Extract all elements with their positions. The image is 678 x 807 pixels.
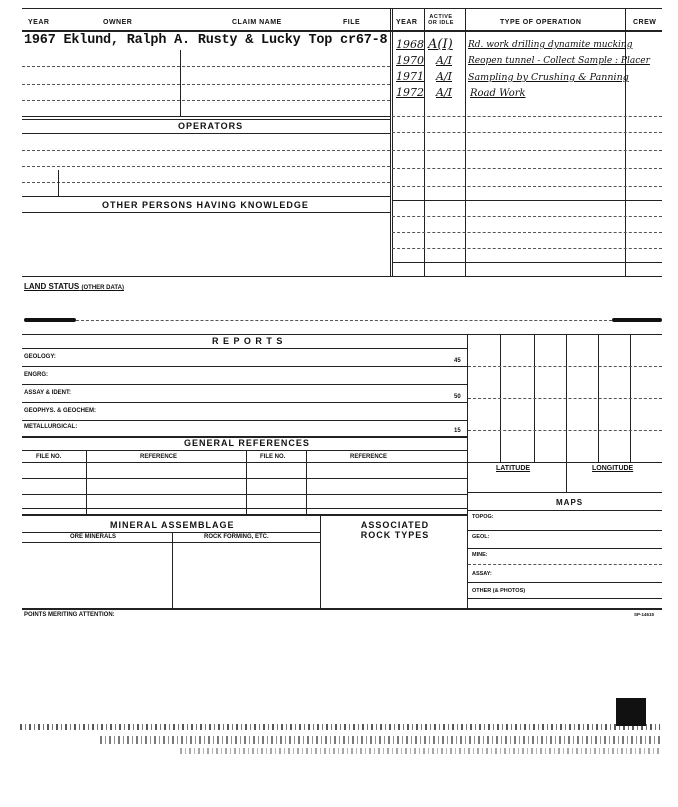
col-header-type-of-operation: TYPE OF OPERATION <box>500 19 582 26</box>
points-meriting-attention: POINTS MERITING ATTENTION: <box>24 612 115 618</box>
scan-artifact <box>100 736 660 744</box>
map-other-photos: OTHER (& PHOTOS) <box>472 588 526 594</box>
longitude-label: LONGITUDE <box>592 465 634 472</box>
operation-year: 1971 <box>396 70 424 83</box>
col-header-year: YEAR <box>28 19 50 26</box>
operation-type: Sampling by Crushing & Panning <box>468 72 629 83</box>
map-topog: TOPOG: <box>472 514 494 520</box>
col-header-crew: CREW <box>633 19 657 26</box>
col-header-claim-name: CLAIM NAME <box>232 19 282 26</box>
maps-heading: MAPS <box>556 498 584 507</box>
operation-year: 1970 <box>396 54 424 67</box>
land-status-label: LAND STATUS <box>24 282 80 291</box>
col-header-file: FILE <box>343 19 361 26</box>
rock-forming-col: ROCK FORMING, ETC. <box>204 534 269 540</box>
report-label-geology: GEOLOGY: <box>24 354 56 360</box>
report-label-engrg: ENGRG: <box>24 372 48 378</box>
claim-record-typed: 1967 Eklund, Ralph A. Rusty & Lucky Top cr67-8 <box>24 33 388 48</box>
operation-status: A/I <box>436 54 452 67</box>
col-header-year-2: YEAR <box>396 19 418 26</box>
operation-type: Reopen tunnel - Collect Sample : Placer <box>468 56 650 66</box>
land-status-sub: (OTHER DATA) <box>81 285 124 291</box>
mineral-assemblage-heading: MINERAL ASSEMBLAGE <box>110 520 235 530</box>
form-code: SP-14615 <box>634 612 655 617</box>
operators-heading: OPERATORS <box>178 121 244 131</box>
report-num-geology: 45 <box>454 358 461 364</box>
operation-status: A(I) <box>428 37 453 52</box>
other-persons-heading: OTHER PERSONS HAVING KNOWLEDGE <box>102 200 309 210</box>
map-assay: ASSAY: <box>472 571 492 577</box>
report-label-geophys: GEOPHYS. & GEOCHEM: <box>24 408 97 414</box>
scan-artifact <box>616 698 646 726</box>
ore-minerals-col: ORE MINERALS <box>70 534 117 540</box>
land-status-heading <box>24 282 124 291</box>
operation-year: 1972 <box>396 86 424 99</box>
refs-col-reference-2: REFERENCE <box>350 454 388 460</box>
report-num-metallurgical: 15 <box>454 428 461 434</box>
map-mine: MINE: <box>472 552 488 558</box>
scan-artifact <box>180 748 660 754</box>
scan-artifact <box>20 724 660 730</box>
operation-type: Road Work <box>470 88 526 99</box>
operation-year: 1968 <box>396 38 424 51</box>
report-label-assay: ASSAY & IDENT: <box>24 390 72 396</box>
associated-rock-types-heading: ASSOCIATED ROCK TYPES <box>360 520 430 540</box>
col-header-owner: OWNER <box>103 19 133 26</box>
report-label-metallurgical: METALLURGICAL: <box>24 424 78 430</box>
general-references-heading: GENERAL REFERENCES <box>184 438 310 448</box>
operation-status: A/I <box>436 86 452 99</box>
operation-type: Rd. work drilling dynamite mucking <box>468 40 633 50</box>
col-header-active-or-idle: ACTIVE OR IDLE <box>428 14 454 26</box>
refs-col-reference-1: REFERENCE <box>140 454 178 460</box>
map-geol: GEOL: <box>472 534 490 540</box>
report-num-assay: 50 <box>454 394 461 400</box>
reports-heading: R E P O R T S <box>212 336 284 346</box>
refs-col-file-no-1: FILE NO. <box>36 454 62 460</box>
latitude-label: LATITUDE <box>496 465 531 472</box>
operation-status: A/I <box>436 70 452 83</box>
refs-col-file-no-2: FILE NO. <box>260 454 286 460</box>
